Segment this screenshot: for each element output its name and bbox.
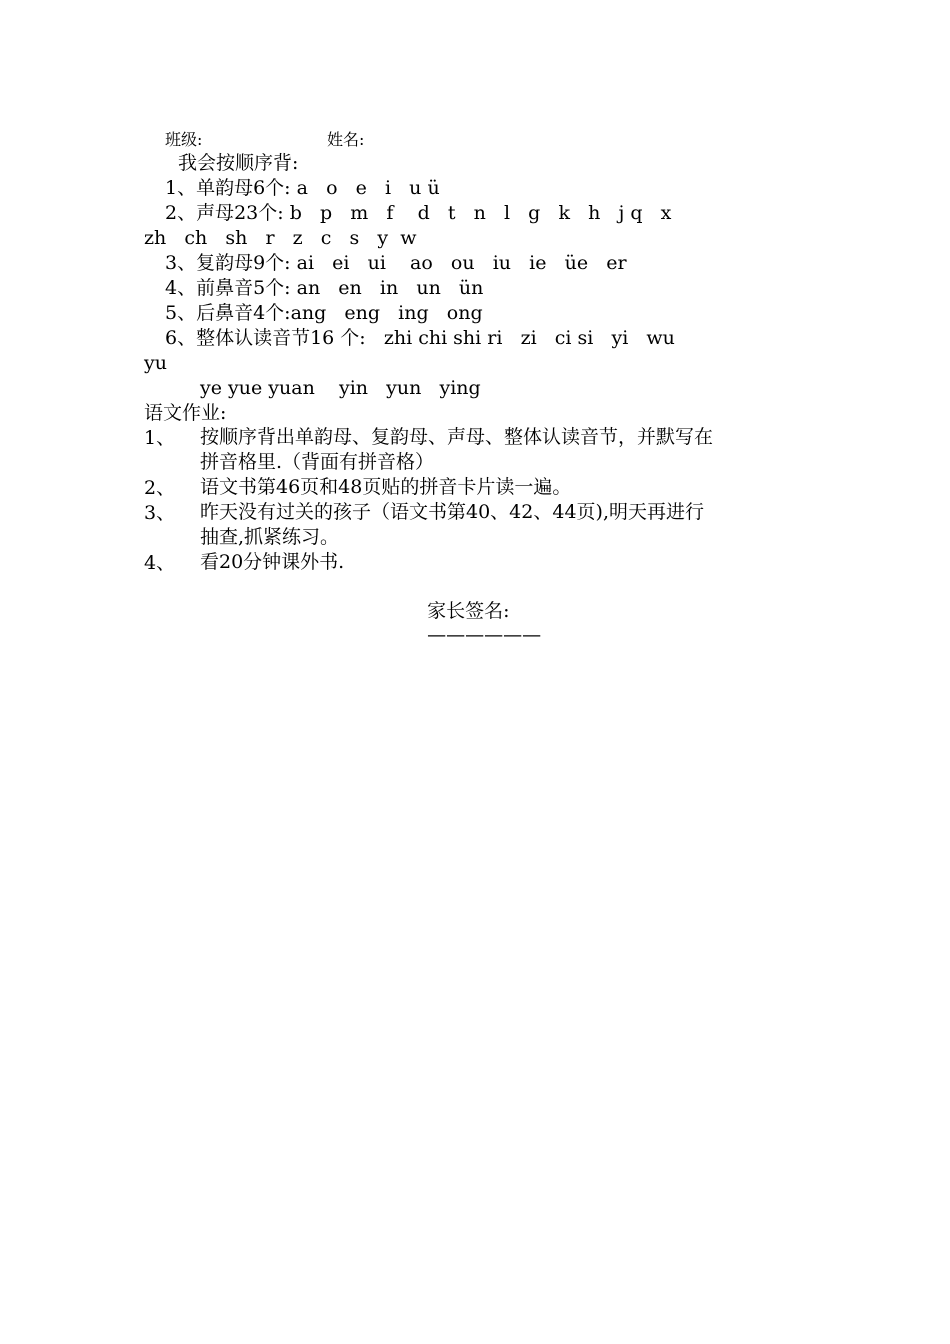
- name-label: 姓名:: [327, 130, 365, 149]
- recite-line: yu: [144, 352, 167, 374]
- recite-line: 5、后鼻音4个:ang eng ing ong: [165, 302, 483, 324]
- signature-blank: ——————: [427, 624, 542, 646]
- homework-item-number: 1、: [144, 427, 176, 449]
- homework-item-number: 4、: [144, 552, 176, 574]
- homework-item-text: 看20分钟课外书.: [200, 551, 345, 573]
- recite-line: 6、整体认读音节16 个: zhi chi shi ri zi ci si yi wu: [165, 327, 675, 349]
- homework-item-number: 2、: [144, 477, 176, 499]
- homework-item-text: 拼音格里.（背面有拼音格）: [200, 451, 435, 473]
- recite-line: zh ch sh r z c s y w: [144, 227, 417, 249]
- homework-item-text: 昨天没有过关的孩子（语文书第40、42、44页),明天再进行: [200, 501, 704, 523]
- homework-item-number: 3、: [144, 502, 176, 524]
- recite-line: 2、声母23个: b p m f d t n l g k h j q x: [165, 202, 672, 224]
- homework-item-text: 语文书第46页和48页贴的拼音卡片读一遍。: [200, 476, 572, 498]
- parent-signature: [403, 575, 541, 671]
- recite-line: 4、前鼻音5个: an en in un ün: [165, 277, 484, 299]
- recite-line: ye yue yuan yin yun ying: [200, 377, 481, 399]
- recite-title: 我会按顺序背:: [178, 152, 299, 174]
- homework-item-text: 抽查,抓紧练习。: [200, 526, 340, 548]
- class-label: 班级:: [165, 130, 203, 149]
- recite-line: 1、单韵母6个: a o e i u ü: [165, 177, 440, 199]
- recite-line: 3、复韵母9个: ai ei ui ao ou iu ie üe er: [165, 252, 627, 274]
- homework-item-text: 按顺序背出单韵母、复韵母、声母、整体认读音节，并默写在: [200, 426, 714, 448]
- signature-label: 家长签名:: [427, 600, 510, 622]
- homework-title: 语文作业:: [144, 402, 227, 424]
